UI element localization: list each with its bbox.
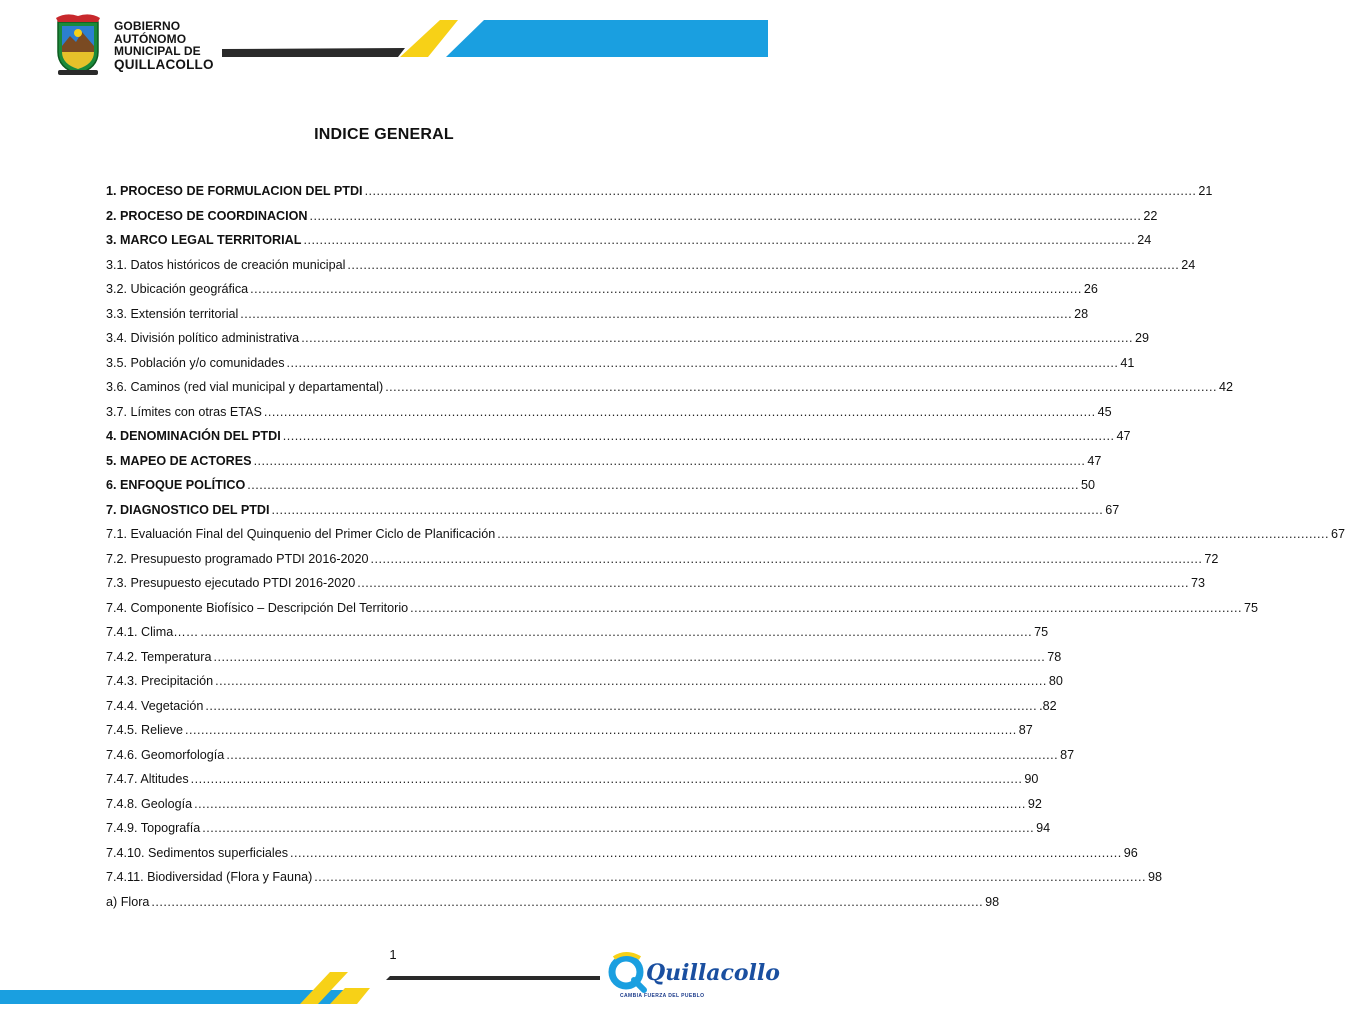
toc-entry-page: 92 xyxy=(1027,796,1042,811)
toc-leader-dots xyxy=(410,601,1242,615)
toc-entry-page: 87 xyxy=(1018,723,1033,737)
toc-entry[interactable] xyxy=(106,282,1098,307)
toc-entry-page: 78 xyxy=(1047,649,1062,664)
toc-entry-page: 73 xyxy=(1191,576,1206,590)
toc-entry-title: 3.1. Datos históricos de creación municipal xyxy=(106,257,346,272)
toc-leader-dots xyxy=(213,650,1045,664)
municipal-emblem-icon xyxy=(52,12,104,76)
toc-entry-title: 7.2. Presupuesto programado PTDI 2016-2020 xyxy=(106,551,369,566)
toc-entry-title: 7.4.5. Relieve xyxy=(106,723,184,737)
toc-leader-dots xyxy=(240,307,1072,321)
toc-entry-title: 1. PROCESO DE FORMULACION DEL PTDI xyxy=(106,184,363,198)
toc-entry-page: 98 xyxy=(1148,870,1163,884)
toc-entry-title: 3.2. Ubicación geográfica xyxy=(106,282,249,296)
toc-entry-title: 5. MAPEO DE ACTORES xyxy=(106,453,252,468)
toc-entry-page: 96 xyxy=(1123,845,1138,860)
toc-entry-title: a) Flora xyxy=(106,894,150,909)
toc-leader-dots xyxy=(202,821,1034,835)
toc-leader-dots xyxy=(371,552,1203,566)
toc-leader-dots xyxy=(194,797,1026,811)
toc-leader-dots xyxy=(191,772,1023,786)
toc-leader-dots xyxy=(310,209,1142,223)
toc-entry[interactable] xyxy=(106,355,1135,381)
toc-entry[interactable] xyxy=(106,796,1042,822)
toc-entry-page: 72 xyxy=(1204,551,1219,566)
toc-entry-title: 7.4.1. Clima…… xyxy=(106,625,199,639)
toc-entry-page: 75 xyxy=(1243,600,1258,615)
toc-entry-page: 22 xyxy=(1143,208,1158,223)
toc-entry[interactable] xyxy=(106,404,1112,430)
toc-leader-dots xyxy=(283,429,1115,443)
toc-leader-dots xyxy=(200,625,1032,639)
toc-entry-title: 7. DIAGNOSTICO DEL PTDI xyxy=(106,502,270,517)
toc-entry-page: 29 xyxy=(1134,331,1149,345)
toc-entry-title: 7.4.8. Geología xyxy=(106,796,193,811)
toc-entry[interactable] xyxy=(106,257,1196,283)
toc-entry[interactable] xyxy=(106,331,1149,356)
toc-entry-page: .82 xyxy=(1039,698,1057,713)
toc-entry-title: 7.4.11. Biodiversidad (Flora y Fauna) xyxy=(106,870,313,884)
toc-leader-dots xyxy=(287,356,1119,370)
toc-entry-page: 98 xyxy=(985,894,1000,909)
toc-entry-page: 26 xyxy=(1083,282,1098,296)
toc-entry-page: 42 xyxy=(1218,380,1233,394)
toc-leader-dots xyxy=(365,184,1197,198)
toc-entry-title: 4. DENOMINACIÓN DEL PTDI xyxy=(106,429,281,443)
toc-leader-dots xyxy=(314,870,1146,884)
toc-entry-title: 3.3. Extensión territorial xyxy=(106,306,239,321)
toc-leader-dots xyxy=(385,380,1217,394)
toc-leader-dots xyxy=(301,331,1133,345)
toc-entry[interactable] xyxy=(106,845,1138,871)
toc-entry[interactable] xyxy=(106,527,1345,552)
toc-entry-title: 3. MARCO LEGAL TERRITORIAL xyxy=(106,233,302,247)
toc-leader-dots xyxy=(151,895,983,909)
toc-entry-title: 7.4. Componente Biofísico – Descripción Del Territorio xyxy=(106,600,409,615)
toc-entry[interactable] xyxy=(106,184,1213,209)
toc-entry-title: 7.4.10. Sedimentos superficiales xyxy=(106,845,289,860)
toc-entry-page: 45 xyxy=(1097,404,1112,419)
org-name-line-4: QUILLACOLLO xyxy=(114,56,214,72)
toc-leader-dots xyxy=(347,258,1179,272)
toc-entry[interactable] xyxy=(106,649,1062,675)
toc-entry[interactable] xyxy=(106,478,1096,503)
toc-leader-dots xyxy=(272,503,1104,517)
page-number: 1 xyxy=(389,947,397,962)
page-title: INDICE GENERAL xyxy=(314,126,454,143)
toc-entry-page: 50 xyxy=(1081,478,1096,492)
toc-entry-title: 7.4.3. Precipitación xyxy=(106,674,214,688)
toc-entry-title: 2. PROCESO DE COORDINACION xyxy=(106,208,308,223)
toc-leader-dots xyxy=(215,674,1047,688)
quillacollo-logo-icon xyxy=(606,948,780,998)
toc-leader-dots xyxy=(264,405,1096,419)
toc-entry-title: 3.5. Población y/o comunidades xyxy=(106,355,285,370)
toc-entry[interactable] xyxy=(106,208,1158,234)
toc-entry[interactable] xyxy=(106,380,1233,405)
toc-leader-dots xyxy=(357,576,1189,590)
toc-entry-page: 67 xyxy=(1105,502,1120,517)
toc-entry[interactable] xyxy=(106,600,1258,626)
organization-name xyxy=(114,20,234,72)
toc-entry[interactable] xyxy=(106,453,1102,479)
toc-entry-title: 7.4.9. Topografía xyxy=(106,821,201,835)
toc-entry-title: 3.6. Caminos (red vial municipal y departamental) xyxy=(106,380,384,394)
toc-entry[interactable] xyxy=(106,821,1051,846)
toc-entry-page: 47 xyxy=(1087,453,1102,468)
brand-name: Quillacollo xyxy=(646,960,780,986)
toc-leader-dots xyxy=(254,454,1086,468)
toc-entry[interactable] xyxy=(106,306,1089,332)
toc-leader-dots xyxy=(303,233,1135,247)
toc-leader-dots xyxy=(290,846,1122,860)
toc-entry-page: 94 xyxy=(1036,821,1051,835)
toc-entry-page: 67 xyxy=(1331,527,1345,541)
toc-entry-page: 87 xyxy=(1060,747,1075,762)
toc-leader-dots xyxy=(226,748,1058,762)
toc-leader-dots xyxy=(497,527,1329,541)
toc-leader-dots xyxy=(247,478,1079,492)
toc-entry-page: 47 xyxy=(1116,429,1131,443)
org-name-line-1: GOBIERNO xyxy=(114,19,181,33)
toc-entry-title: 6. ENFOQUE POLÍTICO xyxy=(106,478,246,492)
toc-entry[interactable] xyxy=(106,502,1120,528)
toc-entry[interactable] xyxy=(106,698,1057,724)
toc-entry[interactable] xyxy=(106,576,1206,601)
toc-entry-page: 24 xyxy=(1137,233,1152,247)
toc-leader-dots xyxy=(185,723,1017,737)
toc-entry[interactable] xyxy=(106,747,1075,773)
toc-entry-title: 7.4.7. Altitudes xyxy=(106,772,189,786)
toc-entry-page: 28 xyxy=(1074,306,1089,321)
toc-entry[interactable] xyxy=(106,233,1152,258)
toc-entry-title: 3.4. División político administrativa xyxy=(106,331,300,345)
toc-entry-page: 90 xyxy=(1024,772,1039,786)
toc-entry[interactable] xyxy=(106,429,1131,454)
toc-entry-title: 7.4.6. Geomorfología xyxy=(106,747,225,762)
org-name-line-3: MUNICIPAL DE xyxy=(114,44,201,58)
toc-entry[interactable] xyxy=(106,870,1163,895)
table-of-contents xyxy=(106,184,1345,919)
toc-entry-title: 7.1. Evaluación Final del Quinquenio del Primer Ciclo de Planificación xyxy=(106,527,496,541)
toc-leader-dots xyxy=(205,699,1037,713)
toc-entry-page: 75 xyxy=(1034,625,1049,639)
toc-entry-title: 3.7. Límites con otras ETAS xyxy=(106,404,262,419)
toc-entry-page: 80 xyxy=(1048,674,1063,688)
toc-leader-dots xyxy=(250,282,1082,296)
org-name-line-2: AUTÓNOMO xyxy=(114,31,187,46)
toc-entry[interactable] xyxy=(106,625,1049,650)
toc-entry-title: 7.3. Presupuesto ejecutado PTDI 2016-2020 xyxy=(106,576,356,590)
toc-entry-title: 7.4.4. Vegetación xyxy=(106,698,204,713)
toc-entry[interactable] xyxy=(106,772,1039,797)
toc-entry[interactable] xyxy=(106,674,1063,699)
toc-entry-page: 41 xyxy=(1120,355,1135,370)
toc-entry-page: 24 xyxy=(1181,257,1196,272)
toc-entry[interactable] xyxy=(106,723,1033,748)
toc-entry-title: 7.4.2. Temperatura xyxy=(106,649,212,664)
toc-entry[interactable] xyxy=(106,894,1000,920)
toc-entry-page: 21 xyxy=(1198,184,1213,198)
page-header xyxy=(0,0,768,90)
brand-tagline: CAMBIA FUERZA DEL PUEBLO xyxy=(620,993,705,999)
toc-entry[interactable] xyxy=(106,551,1219,577)
